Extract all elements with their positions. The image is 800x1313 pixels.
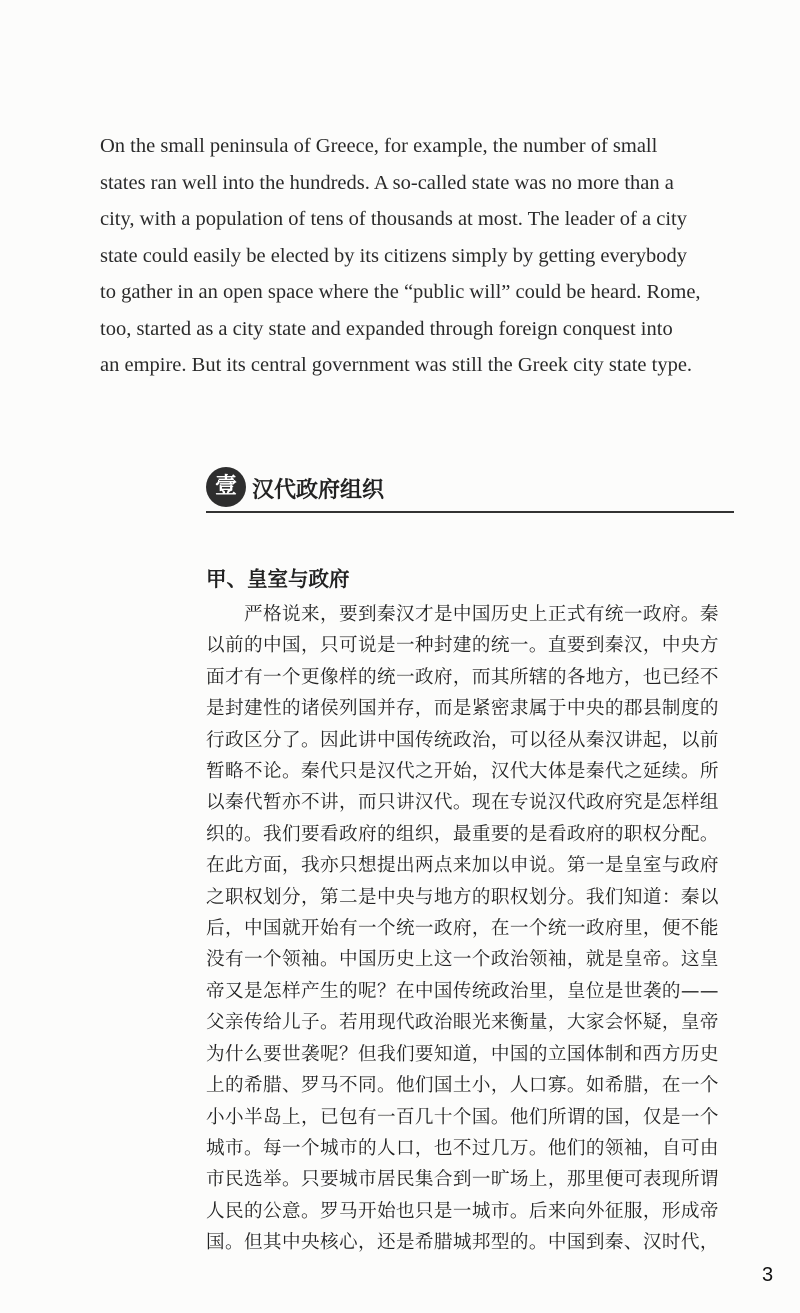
chinese-line: 父亲传给儿子。若用现代政治眼光来衡量，大家会怀疑，皇帝 — [206, 1012, 719, 1034]
section-number-badge: 壹 — [206, 467, 246, 507]
chinese-line: 是封建性的诸侯列国并存，而是紧密隶属于中央的郡县制度的 — [206, 698, 719, 720]
subsection-heading: 甲、皇室与政府 — [206, 567, 350, 591]
english-line: state could easily be elected by its citizens simply by getting everybody — [100, 244, 687, 267]
chinese-line: 以秦代暂亦不讲，而只讲汉代。现在专说汉代政府究是怎样组 — [206, 792, 719, 814]
chinese-line: 国。但其中央核心，还是希腊城邦型的。中国到秦、汉时代， — [206, 1232, 719, 1254]
chinese-paragraph — [206, 599, 746, 1259]
chinese-line: 小小半岛上，已包有一百几十个国。他们所谓的国，仅是一个 — [206, 1106, 719, 1128]
chinese-line: 上的希腊、罗马不同。他们国土小，人口寡。如希腊，在一个 — [206, 1075, 719, 1097]
page-number: 3 — [762, 1264, 774, 1286]
chinese-line: 在此方面，我亦只想提出两点来加以申说。第一是皇室与政府 — [206, 855, 719, 877]
english-line: city, with a population of tens of thousands at most. The leader of a city — [100, 208, 687, 230]
chinese-line: 没有一个领袖。中国历史上这一个政治领袖，就是皇帝。这皇 — [206, 949, 719, 971]
chinese-line: 帝又是怎样产生的呢？在中国传统政治里，皇位是世袭的—— — [206, 980, 719, 1002]
english-line: to gather in an open space where the “public will” could be heard. Rome, — [100, 281, 701, 303]
english-line: On the small peninsula of Greece, for example, the number of small — [100, 135, 658, 157]
english-line: too, started as a city state and expanded through foreign conquest into — [100, 317, 673, 340]
section-divider — [206, 511, 734, 513]
chinese-line: 人民的公意。罗马开始也只是一城市。后来向外征服，形成帝 — [206, 1200, 719, 1222]
english-line: states ran well into the hundreds. A so-called state was no more than a — [100, 171, 674, 194]
chinese-line: 织的。我们要看政府的组织，最重要的是看政府的职权分配。 — [206, 823, 719, 845]
chinese-line: 暂略不论。秦代只是汉代之开始，汉代大体是秦代之延续。所 — [206, 761, 719, 783]
chinese-line: 以前的中国，只可说是一种封建的统一。直要到秦汉，中央方 — [206, 635, 719, 657]
chinese-line: 后，中国就开始有一个统一政府，在一个统一政府里，便不能 — [206, 918, 719, 940]
chinese-line: 为什么要世袭呢？但我们要知道，中国的立国体制和西方历史 — [206, 1043, 719, 1065]
section-title: 汉代政府组织 — [252, 478, 385, 503]
section-header — [206, 467, 734, 515]
chinese-line: 城市。每一个城市的人口，也不过几万。他们的领袖，自可由 — [206, 1137, 719, 1159]
chinese-line: 市民选举。只要城市居民集合到一旷场上，那里便可表现所谓 — [206, 1169, 719, 1191]
chinese-line: 面才有一个更像样的统一政府，而其所辖的各地方，也已经不 — [206, 666, 719, 688]
english-line: an empire. But its central government was still the Greek city state type. — [100, 354, 693, 376]
chinese-line: 之职权划分，第二是中央与地方的职权划分。我们知道：秦以 — [206, 886, 719, 908]
english-paragraph — [100, 128, 732, 384]
chinese-line: 行政区分了。因此讲中国传统政治，可以径从秦汉讲起，以前 — [206, 729, 719, 751]
chinese-line: 严格说来，要到秦汉才是中国历史上正式有统一政府。秦 — [244, 604, 719, 625]
